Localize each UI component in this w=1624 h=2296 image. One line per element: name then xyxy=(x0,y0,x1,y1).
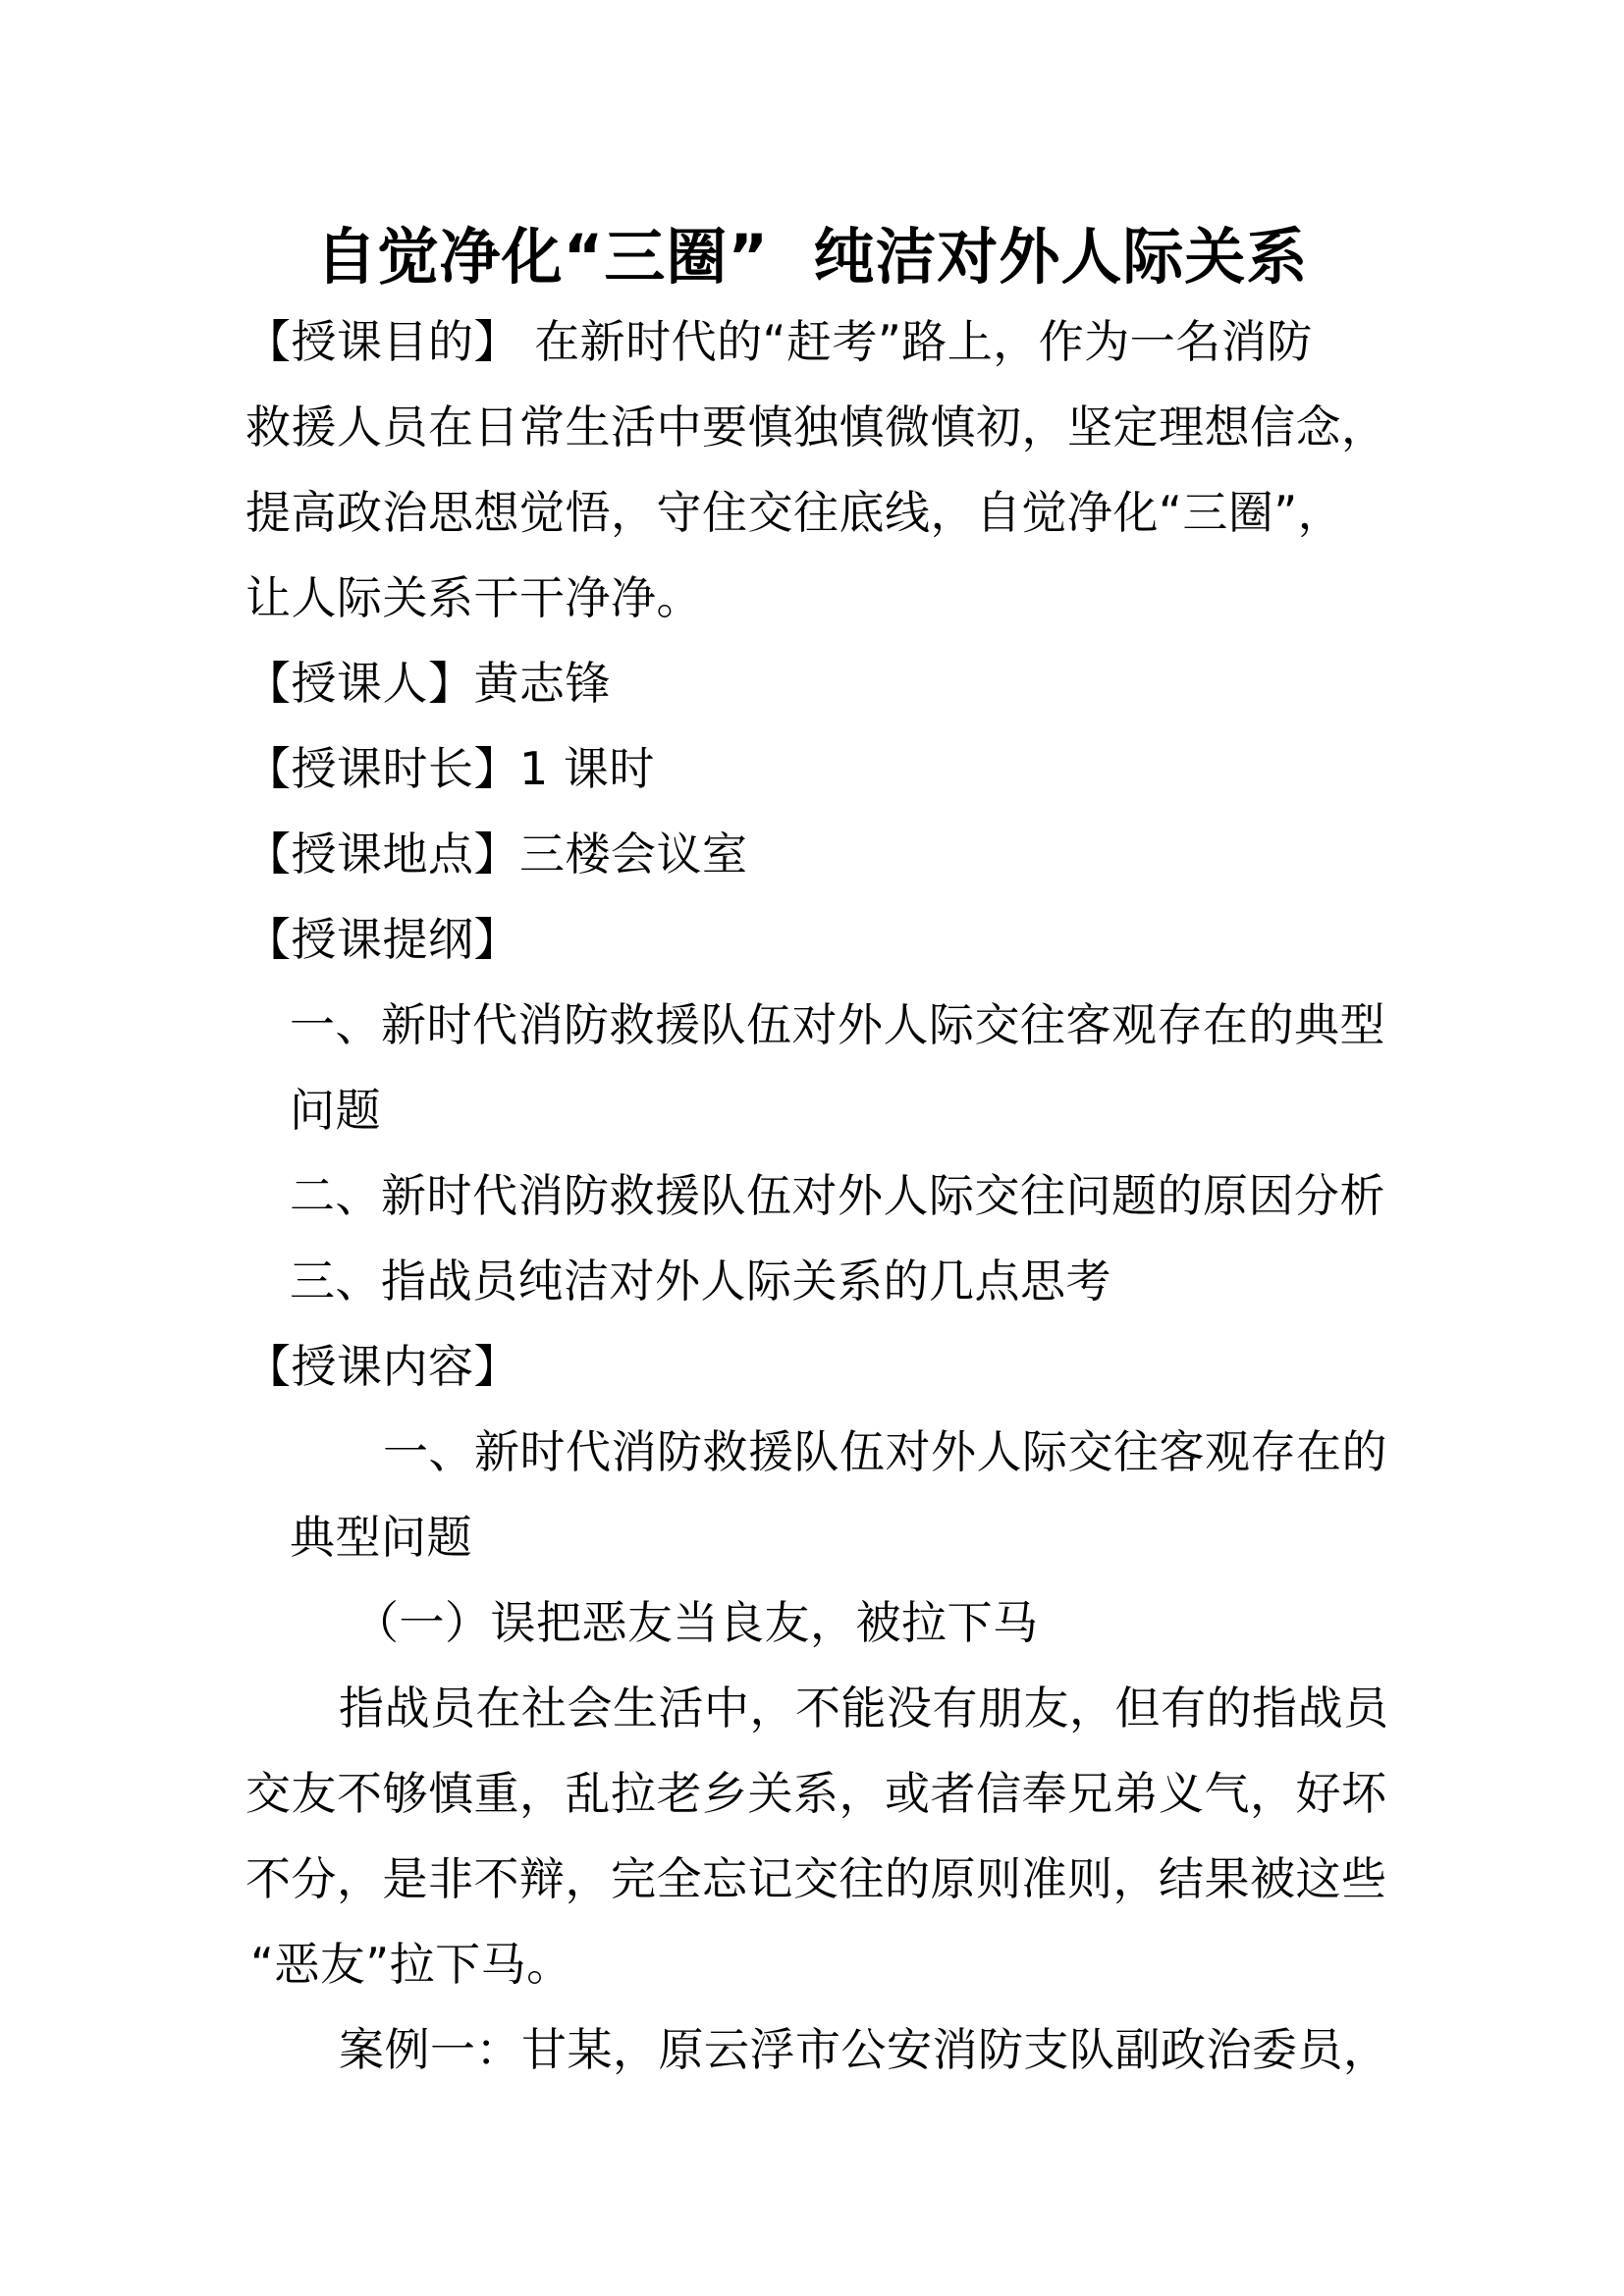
section-heading-line: 典型问题 xyxy=(290,1511,472,1564)
content-heading: 【授课内容】 xyxy=(245,1340,519,1393)
outline-item: 三、指战员纯洁对外人际关系的几点思考 xyxy=(290,1255,1111,1308)
purpose-line: 【授课目的】 在新时代的“赶考”路上，作为一名消防 xyxy=(245,315,1313,368)
duration-line: 【授课时长】1 课时 xyxy=(245,742,655,795)
purpose-line: 提高政治思想觉悟，守住交往底线，自觉净化“三圈”， xyxy=(245,486,1344,539)
purpose-line: 救援人员在日常生活中要慎独慎微慎初，坚定理想信念， xyxy=(245,400,1387,454)
section-heading-line: 一、新时代消防救援队伍对外人际交往客观存在的 xyxy=(383,1425,1387,1478)
paragraph-line: 不分，是非不辩，完全忘记交往的原则准则，结果被这些 xyxy=(245,1852,1387,1905)
outline-item: 问题 xyxy=(290,1084,381,1137)
paragraph-line: 指战员在社会生活中，不能没有朋友，但有的指战员 xyxy=(339,1682,1389,1735)
location-line: 【授课地点】三楼会议室 xyxy=(245,828,748,881)
lecturer-line: 【授课人】黄志锋 xyxy=(245,657,611,710)
case-line: 案例一：甘某，原云浮市公安消防支队副政治委员， xyxy=(339,2023,1389,2076)
document-title: 自觉净化“三圈” 纯洁对外人际关系 xyxy=(315,221,1309,293)
purpose-line: 让人际关系干干净净。 xyxy=(245,571,702,624)
paragraph-line: 交友不够慎重，乱拉老乡关系，或者信奉兄弟义气，好坏 xyxy=(245,1767,1387,1820)
outline-item: 一、新时代消防救援队伍对外人际交往客观存在的典型 xyxy=(290,998,1385,1051)
subsection-heading: （一）误把恶友当良友，被拉下马 xyxy=(353,1596,1039,1649)
paragraph-line: “恶友”拉下马。 xyxy=(250,1938,572,1991)
outline-item: 二、新时代消防救援队伍对外人际交往问题的原因分析 xyxy=(290,1169,1385,1222)
outline-heading: 【授课提纲】 xyxy=(245,913,519,966)
